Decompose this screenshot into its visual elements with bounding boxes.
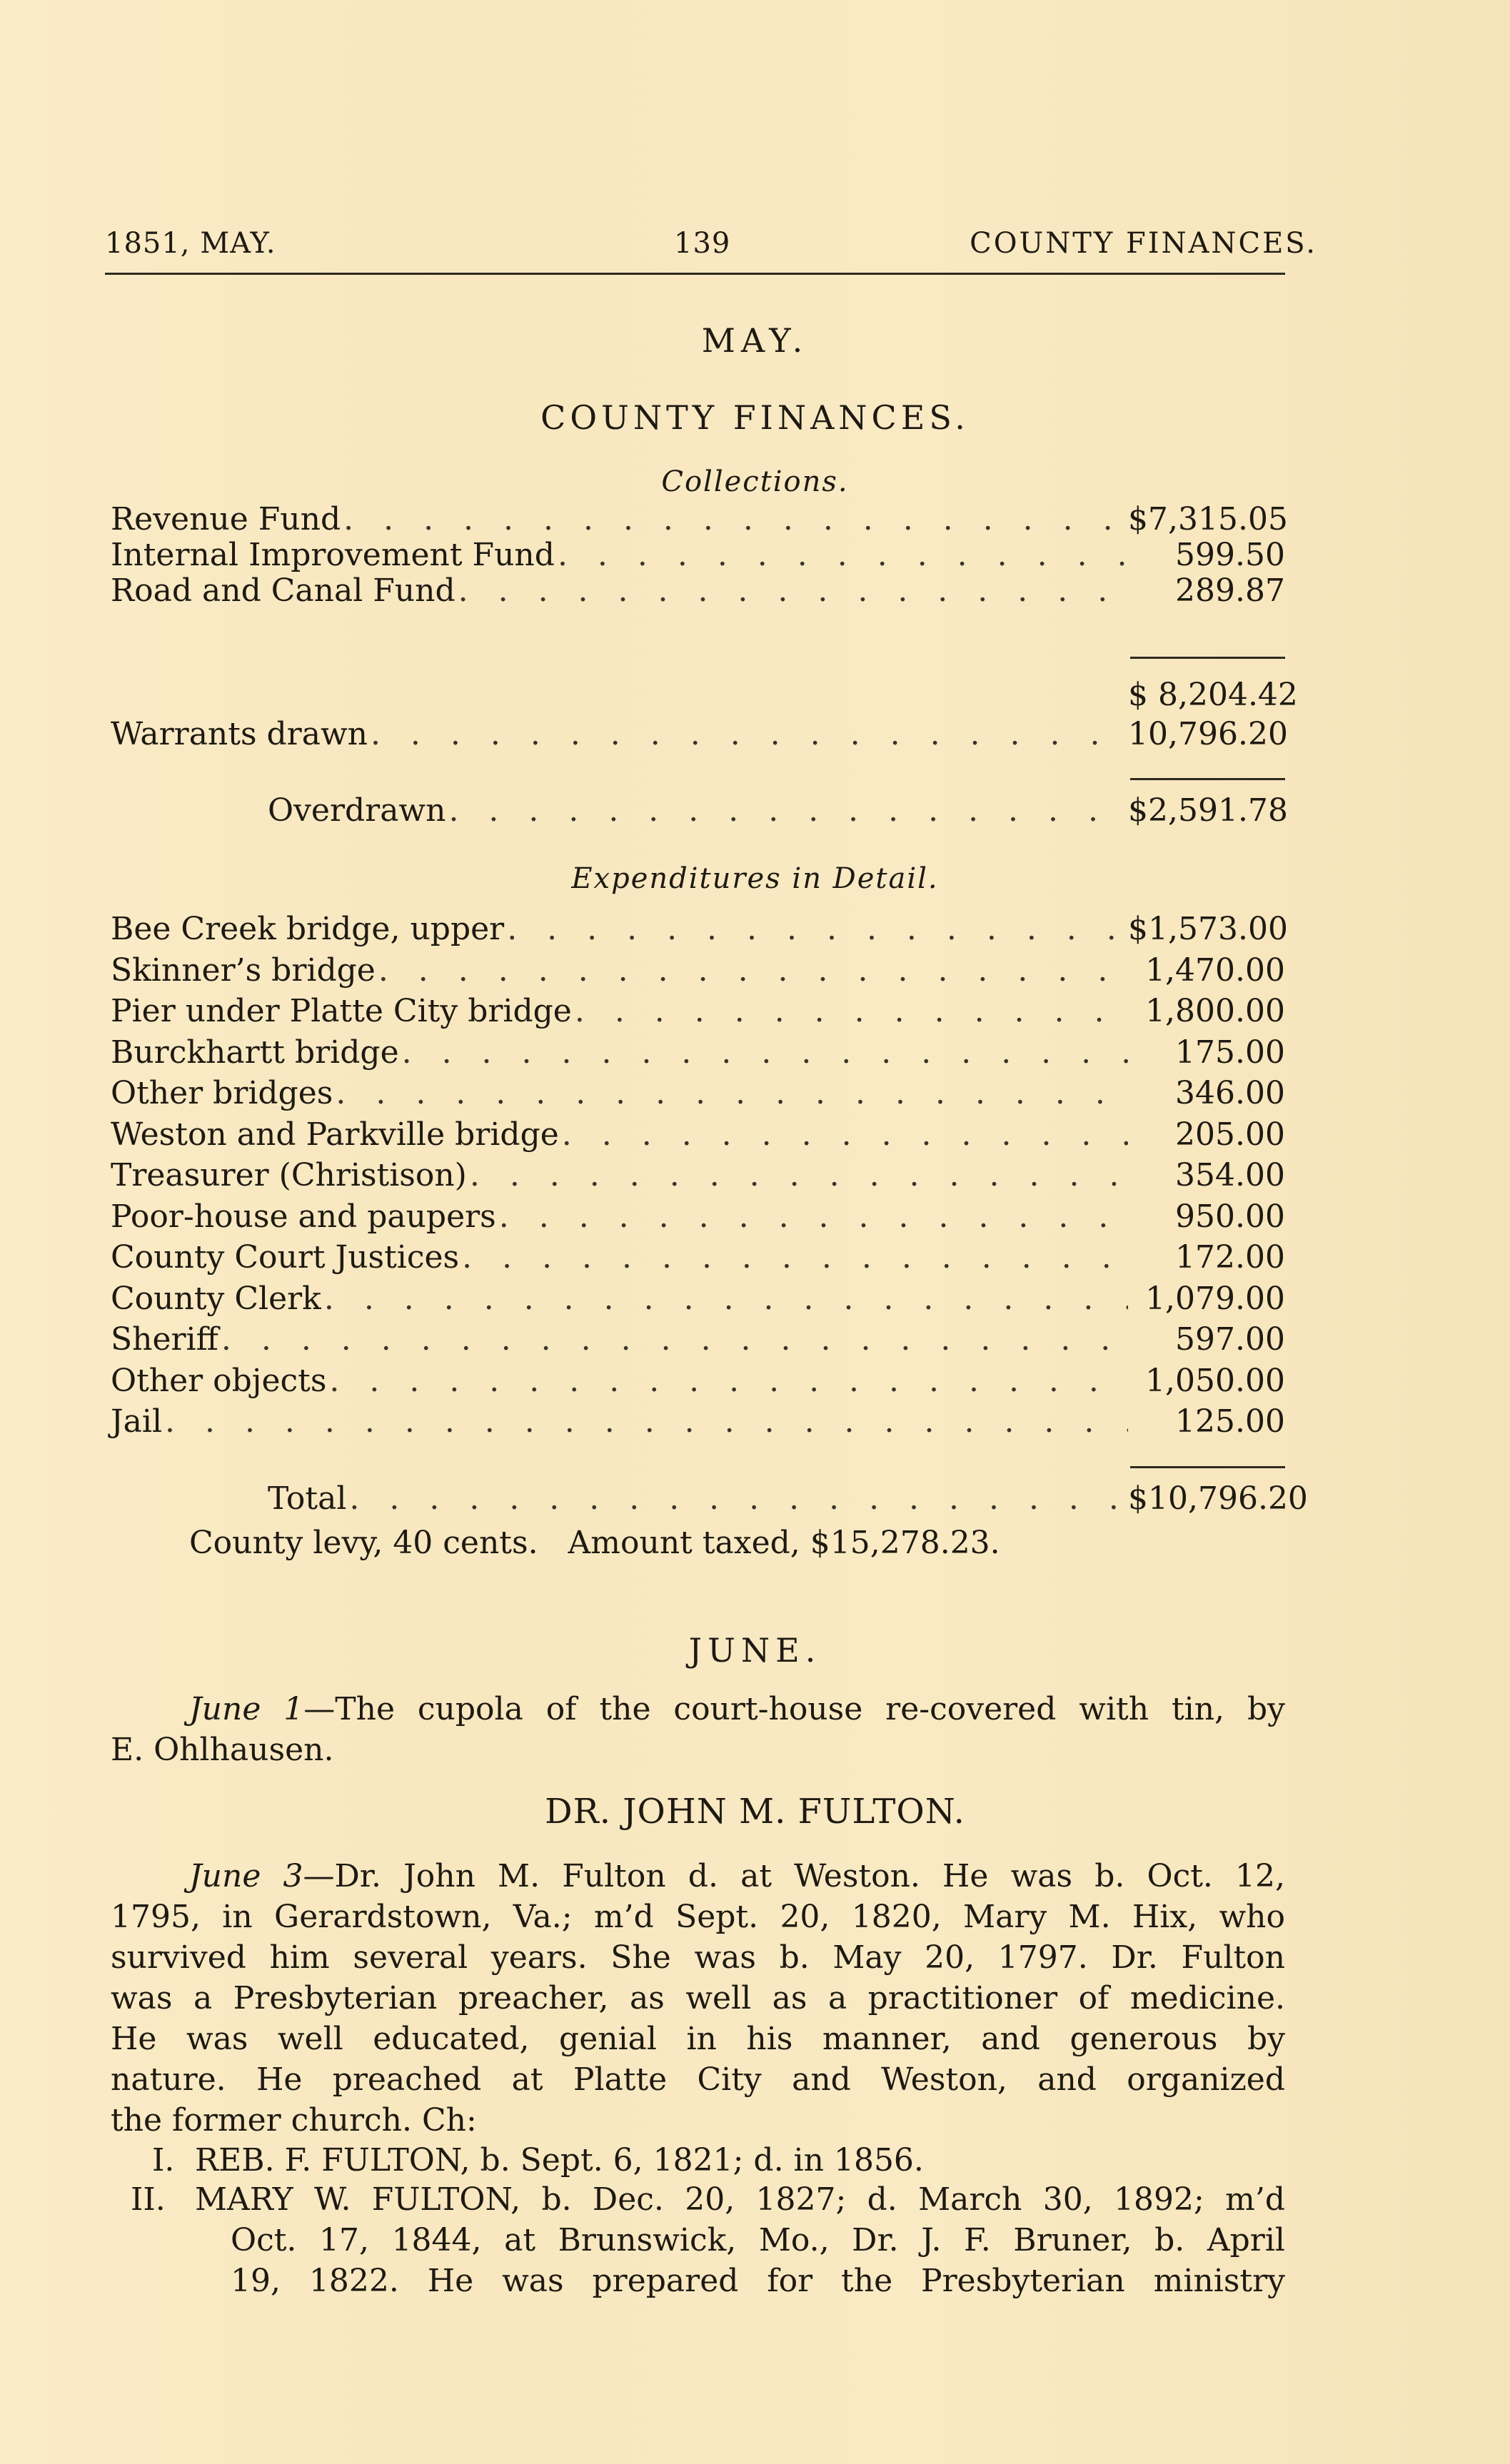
ledger-label: Warrants drawn: [111, 716, 368, 752]
ledger-amount: 1,800.00: [1145, 993, 1285, 1029]
ledger-amount: 205.00: [1175, 1116, 1285, 1153]
ledger-amount: 175.00: [1175, 1034, 1285, 1071]
ledger-label: Burckhartt bridge: [111, 1034, 399, 1071]
subtotal-row: [111, 677, 1298, 717]
dot-leader: [467, 1157, 1128, 1193]
dot-leader: [572, 993, 1128, 1029]
header-rule: [105, 273, 1285, 275]
ledger-row: [111, 911, 1288, 951]
dot-leader: [218, 1321, 1128, 1358]
person-heading: DR. JOHN M. FULTON.: [545, 1792, 965, 1832]
ledger-label: Poor-house and paupers: [111, 1198, 496, 1235]
month-heading-may: MAY.: [701, 321, 809, 360]
paragraph-line: 1795, in Gerardstown, Va.; m’d Sept. 20, 1820, Mary M. Hix, who: [111, 1899, 1285, 1935]
ledger-amount: 597.00: [1175, 1321, 1285, 1358]
ledger-label: Overdrawn: [268, 792, 446, 829]
dot-leader: [399, 1034, 1128, 1071]
paragraph-line: survived him several years. She was b. May 20, 1797. Dr. Fulton: [111, 1939, 1285, 1976]
ledger-row: [111, 952, 1285, 992]
ledger-label: Other objects: [111, 1362, 327, 1399]
child-entry-continued: Oct. 17, 1844, at Brunswick, Mo., Dr. J. F. Bruner, b. April: [231, 2222, 1285, 2258]
paragraph-line: nature. He preached at Platte City and Weston, and organized: [111, 2061, 1285, 2098]
ledger-amount: 10,796.20: [1128, 716, 1288, 752]
dot-leader: [559, 1116, 1128, 1153]
ledger-row: [111, 1403, 1285, 1443]
paragraph-line: June 3—Dr. John M. Fulton d. at Weston. He was b. Oct. 12,: [189, 1858, 1285, 1894]
running-head-title: COUNTY FINANCES.: [970, 227, 1317, 260]
entry-date: June 1: [189, 1691, 304, 1727]
dot-leader: [341, 501, 1128, 537]
ledger-amount: $10,796.20: [1128, 1480, 1308, 1517]
child-numeral: I.: [152, 2142, 175, 2178]
ledger-row: [111, 1116, 1285, 1156]
ledger-row: [111, 537, 1285, 577]
ledger-row: [111, 1075, 1285, 1115]
ledger-amount: 599.50: [1175, 537, 1285, 573]
dot-leader: [446, 792, 1128, 829]
ledger-amount: 346.00: [1175, 1075, 1285, 1111]
ledger-label: Other bridges: [111, 1075, 333, 1111]
ledger-row: [111, 1157, 1285, 1197]
ledger-amount: 1,050.00: [1145, 1362, 1285, 1399]
child-entry: REB. F. FULTON, b. Sept. 6, 1821; d. in 1856.: [195, 2142, 924, 2178]
subtotal-amount: $ 8,204.42: [1128, 677, 1298, 713]
paragraph-line: was a Presbyterian preacher, as well as a practitioner of medicine.: [111, 1980, 1285, 2016]
paragraph-line: the former church. Ch:: [111, 2102, 477, 2139]
ledger-amount: 289.87: [1175, 572, 1285, 609]
ledger-row: [111, 993, 1285, 1033]
ledger-row-warrants: [111, 716, 1288, 756]
ledger-amount: 125.00: [1175, 1403, 1285, 1440]
ledger-label: Pier under Platte City bridge: [111, 993, 572, 1029]
ledger-label: Treasurer (Christison): [111, 1157, 467, 1193]
month-heading-june: JUNE.: [688, 1631, 822, 1670]
entry-date: June 3: [189, 1858, 303, 1894]
ledger-label: Total: [268, 1480, 347, 1517]
paragraph-line: He was well educated, genial in his manner, and generous by: [111, 2021, 1285, 2057]
expenditures-heading: Expenditures in Detail.: [571, 862, 939, 895]
ledger-amount: $2,591.78: [1128, 792, 1288, 829]
sum-rule: [1130, 778, 1285, 780]
dot-leader: [321, 1281, 1128, 1317]
dot-leader: [346, 1480, 1128, 1517]
child-entry: MARY W. FULTON, b. Dec. 20, 1827; d. March 30, 1892; m’d: [195, 2181, 1285, 2218]
ledger-amount: $7,315.05: [1128, 501, 1288, 537]
ledger-amount: 950.00: [1175, 1198, 1285, 1235]
ledger-label: Internal Improvement Fund: [111, 537, 555, 573]
ledger-label: Road and Canal Fund: [111, 572, 455, 609]
ledger-row: [111, 1363, 1285, 1403]
ledger-label: Skinner’s bridge: [111, 951, 376, 989]
child-numeral: II.: [131, 2181, 166, 2218]
ledger-amount: 172.00: [1175, 1239, 1285, 1276]
ledger-amount: 1,079.00: [1145, 1280, 1285, 1317]
paragraph-line: June 1—The cupola of the court-house re-covered with tin, by: [189, 1691, 1285, 1727]
ledger-row-overdrawn: [268, 792, 1288, 832]
page-number: 139: [674, 227, 731, 260]
ledger-label: County Court Justices: [111, 1239, 460, 1276]
ledger-row: [111, 1321, 1285, 1361]
ledger-row: [111, 572, 1285, 612]
dot-leader: [496, 1198, 1128, 1235]
sum-rule: [1130, 657, 1285, 659]
ledger-label: Weston and Parkville bridge: [111, 1116, 559, 1153]
dot-leader: [368, 716, 1128, 752]
dot-leader: [555, 537, 1128, 573]
ledger-row-total: [268, 1480, 1308, 1520]
running-head-date: 1851, MAY.: [105, 227, 276, 260]
ledger-label: Bee Creek bridge, upper: [111, 911, 505, 947]
ledger-amount: 1,470.00: [1145, 951, 1285, 989]
ledger-label: County Clerk: [111, 1280, 321, 1317]
ledger-amount: 354.00: [1175, 1157, 1285, 1193]
dot-leader: [333, 1075, 1128, 1111]
ledger-row: [111, 501, 1288, 541]
dot-leader: [326, 1363, 1128, 1399]
ledger-label: Revenue Fund: [111, 501, 341, 537]
ledger-amount: $1,573.00: [1128, 911, 1288, 947]
levy-note: County levy, 40 cents. Amount taxed, $15,278.23.: [189, 1525, 1000, 1561]
ledger-label: Jail: [111, 1403, 163, 1440]
ledger-row: [111, 1034, 1285, 1074]
ledger-label: Sheriff: [111, 1321, 218, 1358]
dot-leader: [459, 1239, 1128, 1276]
ledger-row: [111, 1198, 1285, 1238]
dot-leader: [504, 911, 1128, 947]
sum-rule: [1130, 1466, 1285, 1468]
ledger-row: [111, 1281, 1285, 1321]
dot-leader: [162, 1403, 1128, 1440]
child-entry-continued: 19, 1822. He was prepared for the Presbyterian ministry: [231, 2263, 1285, 2299]
paragraph-line: E. Ohlhausen.: [111, 1732, 334, 1768]
collections-heading: Collections.: [661, 465, 849, 498]
dot-leader: [376, 952, 1128, 989]
section-heading-county-finances: COUNTY FINANCES.: [540, 398, 970, 437]
dot-leader: [455, 572, 1128, 609]
ledger-row: [111, 1239, 1285, 1279]
